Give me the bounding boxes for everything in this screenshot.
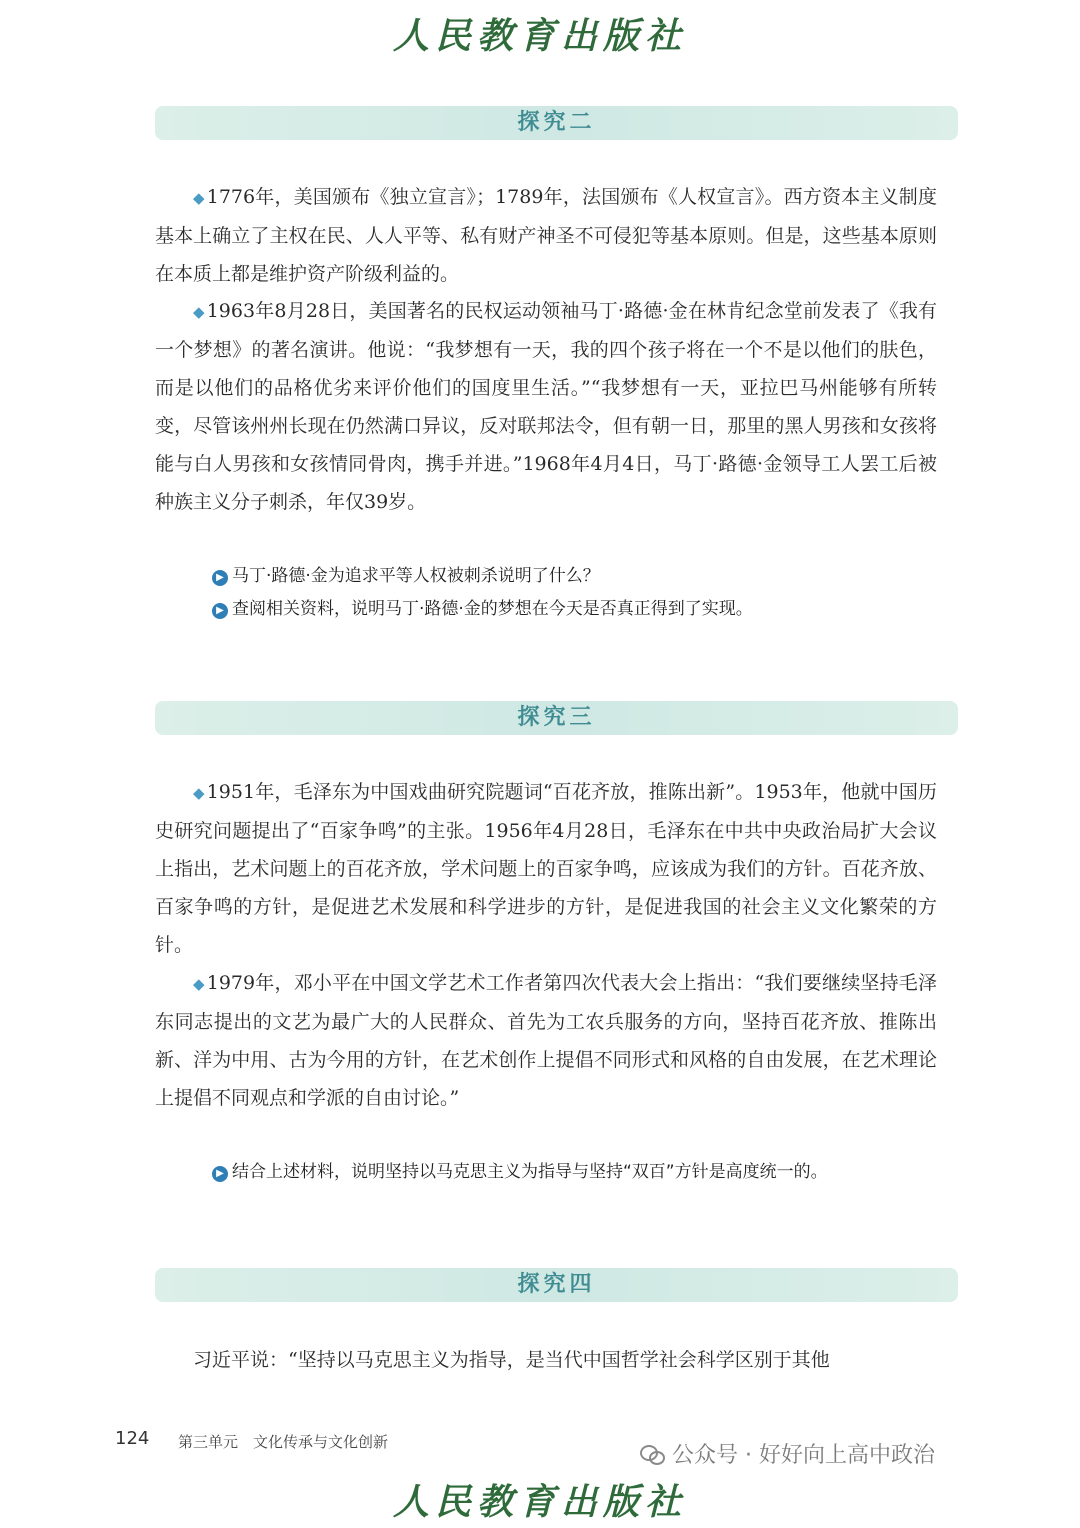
section-title-explore-4: 探究四 xyxy=(155,1268,958,1302)
publisher-logo-bottom: 人民教育出版社 xyxy=(392,1481,687,1523)
paragraph-hundred-flowers: ◆ 1951年，毛泽东为中国戏曲研究院题词“百花齐放，推陈出新”。1953年，他就中国历史研究问题提出了“百家争鸣”的主张。1956年4月28日，毛泽东在中共中央政治局扩大会议上指出，艺术问题上的百花齐放，学术问题上的百家争鸣，应该成为我们的方针。百花齐放、百家争鸣的方针，是促进艺术发展和科学进步的方针，是促进我国的社会主义文化繁荣的方针。 xyxy=(155,781,937,956)
arrow-circle-icon: ▶ xyxy=(212,1166,228,1182)
section-title-explore-3: 探究三 xyxy=(155,701,958,735)
question-2: ▶ 查阅相关资料，说明马丁·路德·金的梦想在今天是否真正得到了实现。 xyxy=(212,594,952,624)
paragraph-xi-quote: 习近平说：“坚持以马克思主义为指导，是当代中国哲学社会科学区别于其他 xyxy=(193,1349,830,1371)
wechat-watermark: 公众号 · 好好向上高中政治 xyxy=(640,1438,935,1469)
unit-title: 第三单元 文化传承与文化创新 xyxy=(178,1433,389,1451)
diamond-bullet-icon: ◆ xyxy=(193,189,205,207)
wechat-icon xyxy=(640,1443,666,1465)
arrow-circle-icon: ▶ xyxy=(212,570,228,586)
paragraph-deng-speech: ◆ 1979年，邓小平在中国文学艺术工作者第四次代表大会上指出：“我们要继续坚持毛泽东同志提出的文艺为最广大的人民群众、首先为工农兵服务的方向，坚持百花齐放、推陈出新、洋为中用、古为今用的方针，在艺术创作上提倡不同形式和风格的自由发展，在艺术理论上提倡不同观点和学派的自由讨论。” xyxy=(155,972,937,1109)
section-title-explore-2: 探究二 xyxy=(155,106,958,140)
question-1: ▶ 马丁·路德·金为追求平等人权被刺杀说明了什么？ xyxy=(212,561,952,591)
publisher-logo-top: 人民教育出版社 xyxy=(392,15,687,57)
diamond-bullet-icon: ◆ xyxy=(193,784,205,802)
arrow-circle-icon: ▶ xyxy=(212,603,228,619)
diamond-bullet-icon: ◆ xyxy=(193,303,205,321)
page-number: 124 xyxy=(115,1428,150,1449)
paragraph-mlk-speech: ◆ 1963年8月28日，美国著名的民权运动领袖马丁·路德·金在林肯纪念堂前发表了《我有一个梦想》的著名演讲。他说：“我梦想有一天，我的四个孩子将在一个不是以他们的肤色，而是以他们的品格优劣来评价他们的国度里生活。”“我梦想有一天，亚拉巴马州能够有所转变，尽管该州州长现在仍然满口异议，反对联邦法令，但有朝一日，那里的黑人男孩和女孩将能与白人男孩和女孩情同骨肉，携手并进。”1968年4月4日，马丁·路德·金领导工人罢工后被种族主义分子刺杀，年仅39岁。 xyxy=(155,300,937,513)
question-3: ▶ 结合上述材料，说明坚持以马克思主义为指导与坚持“双百”方针是高度统一的。 xyxy=(212,1157,952,1187)
diamond-bullet-icon: ◆ xyxy=(193,975,205,993)
paragraph-declarations: ◆ 1776年，美国颁布《独立宣言》；1789年，法国颁布《人权宣言》。西方资本主义制度基本上确立了主权在民、人人平等、私有财产神圣不可侵犯等基本原则。但是，这些基本原则在本质上都是维护资产阶级利益的。 xyxy=(155,186,937,285)
